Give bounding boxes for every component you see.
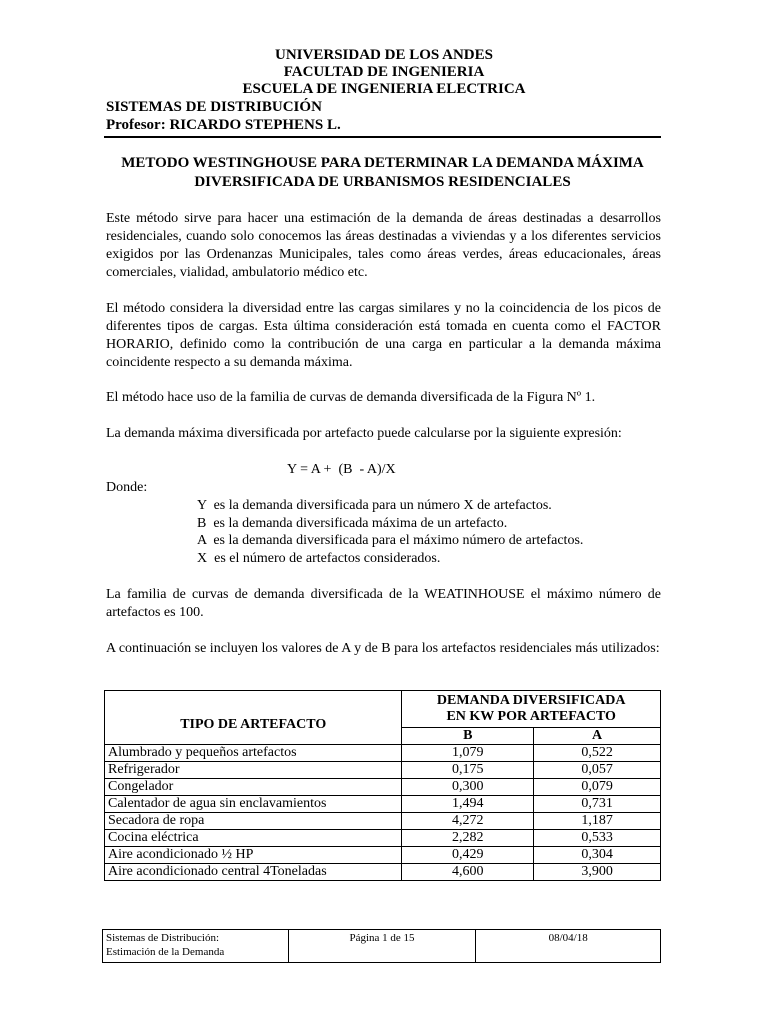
paragraph-intro: Este método sirve para hacer una estimación de la demanda de áreas destinadas a desarrollos residenciales, cuando solo conocemos las áreas destinadas a viviendas y a los diferentes servicios exigidos por las Ordenanzas Municipales, tales como áreas verdes, áreas educacionales, áreas comerciales, vialidad, ambulatorio médico etc.	[106, 211, 661, 280]
header-divider	[104, 136, 661, 138]
definition-b: B es la demanda diversificada máxima de un artefacto.	[197, 516, 508, 531]
paragraph-diversity: El método considera la diversidad entre las cargas similares y no la coincidencia de los picos de diferentes tipos de cargas. Esta última consideración está tomada en cuenta como el FACTOR HORARIO, definido como la contribución de una carga en particular a la demanda máxima coincidente respecto a su demanda máxima.	[106, 301, 661, 370]
row-type: Congelador	[105, 779, 402, 796]
row-b-value: 0,300	[402, 779, 534, 796]
row-a-value: 0,079	[534, 779, 661, 796]
table-row	[105, 779, 661, 796]
row-a-value: 0,533	[534, 830, 661, 847]
row-a-value: 3,900	[534, 864, 661, 881]
row-b-value: 2,282	[402, 830, 534, 847]
table-row	[105, 847, 661, 864]
donde-label: Donde:	[106, 480, 148, 495]
row-b-value: 0,429	[402, 847, 534, 864]
row-a-value: 0,731	[534, 796, 661, 813]
page-footer	[102, 929, 661, 963]
footer-course-info	[103, 930, 289, 963]
table-row	[105, 830, 661, 847]
footer-topic: Estimación de la Demanda	[106, 946, 225, 958]
table-header-type: TIPO DE ARTEFACTO	[105, 691, 402, 745]
row-type: Calentador de agua sin enclavamientos	[105, 796, 402, 813]
table-header-demand-line2: EN KW POR ARTEFACTO	[446, 709, 616, 724]
row-b-value: 1,494	[402, 796, 534, 813]
footer-course: Sistemas de Distribución:	[106, 932, 220, 944]
table-header-a: A	[534, 728, 661, 745]
table-row	[105, 762, 661, 779]
paragraph-table-intro: A continuación se incluyen los valores de A y de B para los artefactos residenciales más utilizados:	[106, 641, 660, 656]
table-row	[105, 864, 661, 881]
footer-date: 08/04/18	[476, 930, 661, 963]
table-row	[105, 813, 661, 830]
row-b-value: 4,600	[402, 864, 534, 881]
paragraph-family: La familia de curvas de demanda diversificada de la WEATINHOUSE el máximo número de artefactos es 100.	[106, 587, 661, 620]
definition-x: X es el número de artefactos considerados.	[197, 551, 441, 566]
row-b-value: 4,272	[402, 813, 534, 830]
table-row	[105, 796, 661, 813]
row-type: Cocina eléctrica	[105, 830, 402, 847]
paragraph-expression: La demanda máxima diversificada por artefacto puede calcularse por la siguiente expresión:	[106, 426, 622, 441]
row-a-value: 0,304	[534, 847, 661, 864]
row-a-value: 0,522	[534, 745, 661, 762]
definition-y: Y es la demanda diversificada para un número X de artefactos.	[197, 498, 552, 513]
faculty-name: FACULTAD DE INGENIERIA	[283, 64, 485, 80]
table-header-demand	[402, 691, 661, 728]
definition-a: A es la demanda diversificada para el máximo número de artefactos.	[197, 533, 584, 548]
school-name: ESCUELA DE INGENIERIA ELECTRICA	[242, 81, 526, 97]
university-name: UNIVERSIDAD DE LOS ANDES	[275, 47, 493, 63]
row-b-value: 1,079	[402, 745, 534, 762]
row-type: Refrigerador	[105, 762, 402, 779]
table-header-b: B	[402, 728, 534, 745]
footer-page-number: Página 1 de 15	[288, 930, 476, 963]
formula: Y = A + (B - A)/X	[287, 462, 396, 477]
row-a-value: 0,057	[534, 762, 661, 779]
row-type: Aire acondicionado central 4Toneladas	[105, 864, 402, 881]
paragraph-curves: El método hace uso de la familia de curvas de demanda diversificada de la Figura Nº 1.	[106, 390, 596, 405]
row-type: Aire acondicionado ½ HP	[105, 847, 402, 864]
row-a-value: 1,187	[534, 813, 661, 830]
appliance-demand-table	[104, 690, 661, 881]
course-name: SISTEMAS DE DISTRIBUCIÓN	[106, 99, 322, 115]
table-header-demand-line1: DEMANDA DIVERSIFICADA	[436, 693, 626, 708]
row-type: Alumbrado y pequeños artefactos	[105, 745, 402, 762]
row-b-value: 0,175	[402, 762, 534, 779]
table-row	[105, 745, 661, 762]
document-title-line2: DIVERSIFICADA DE URBANISMOS RESIDENCIALES	[194, 174, 571, 190]
row-type: Secadora de ropa	[105, 813, 402, 830]
professor-name: Profesor: RICARDO STEPHENS L.	[106, 117, 341, 133]
document-title-line1: METODO WESTINGHOUSE PARA DETERMINAR LA DEMANDA MÁXIMA	[121, 155, 644, 171]
